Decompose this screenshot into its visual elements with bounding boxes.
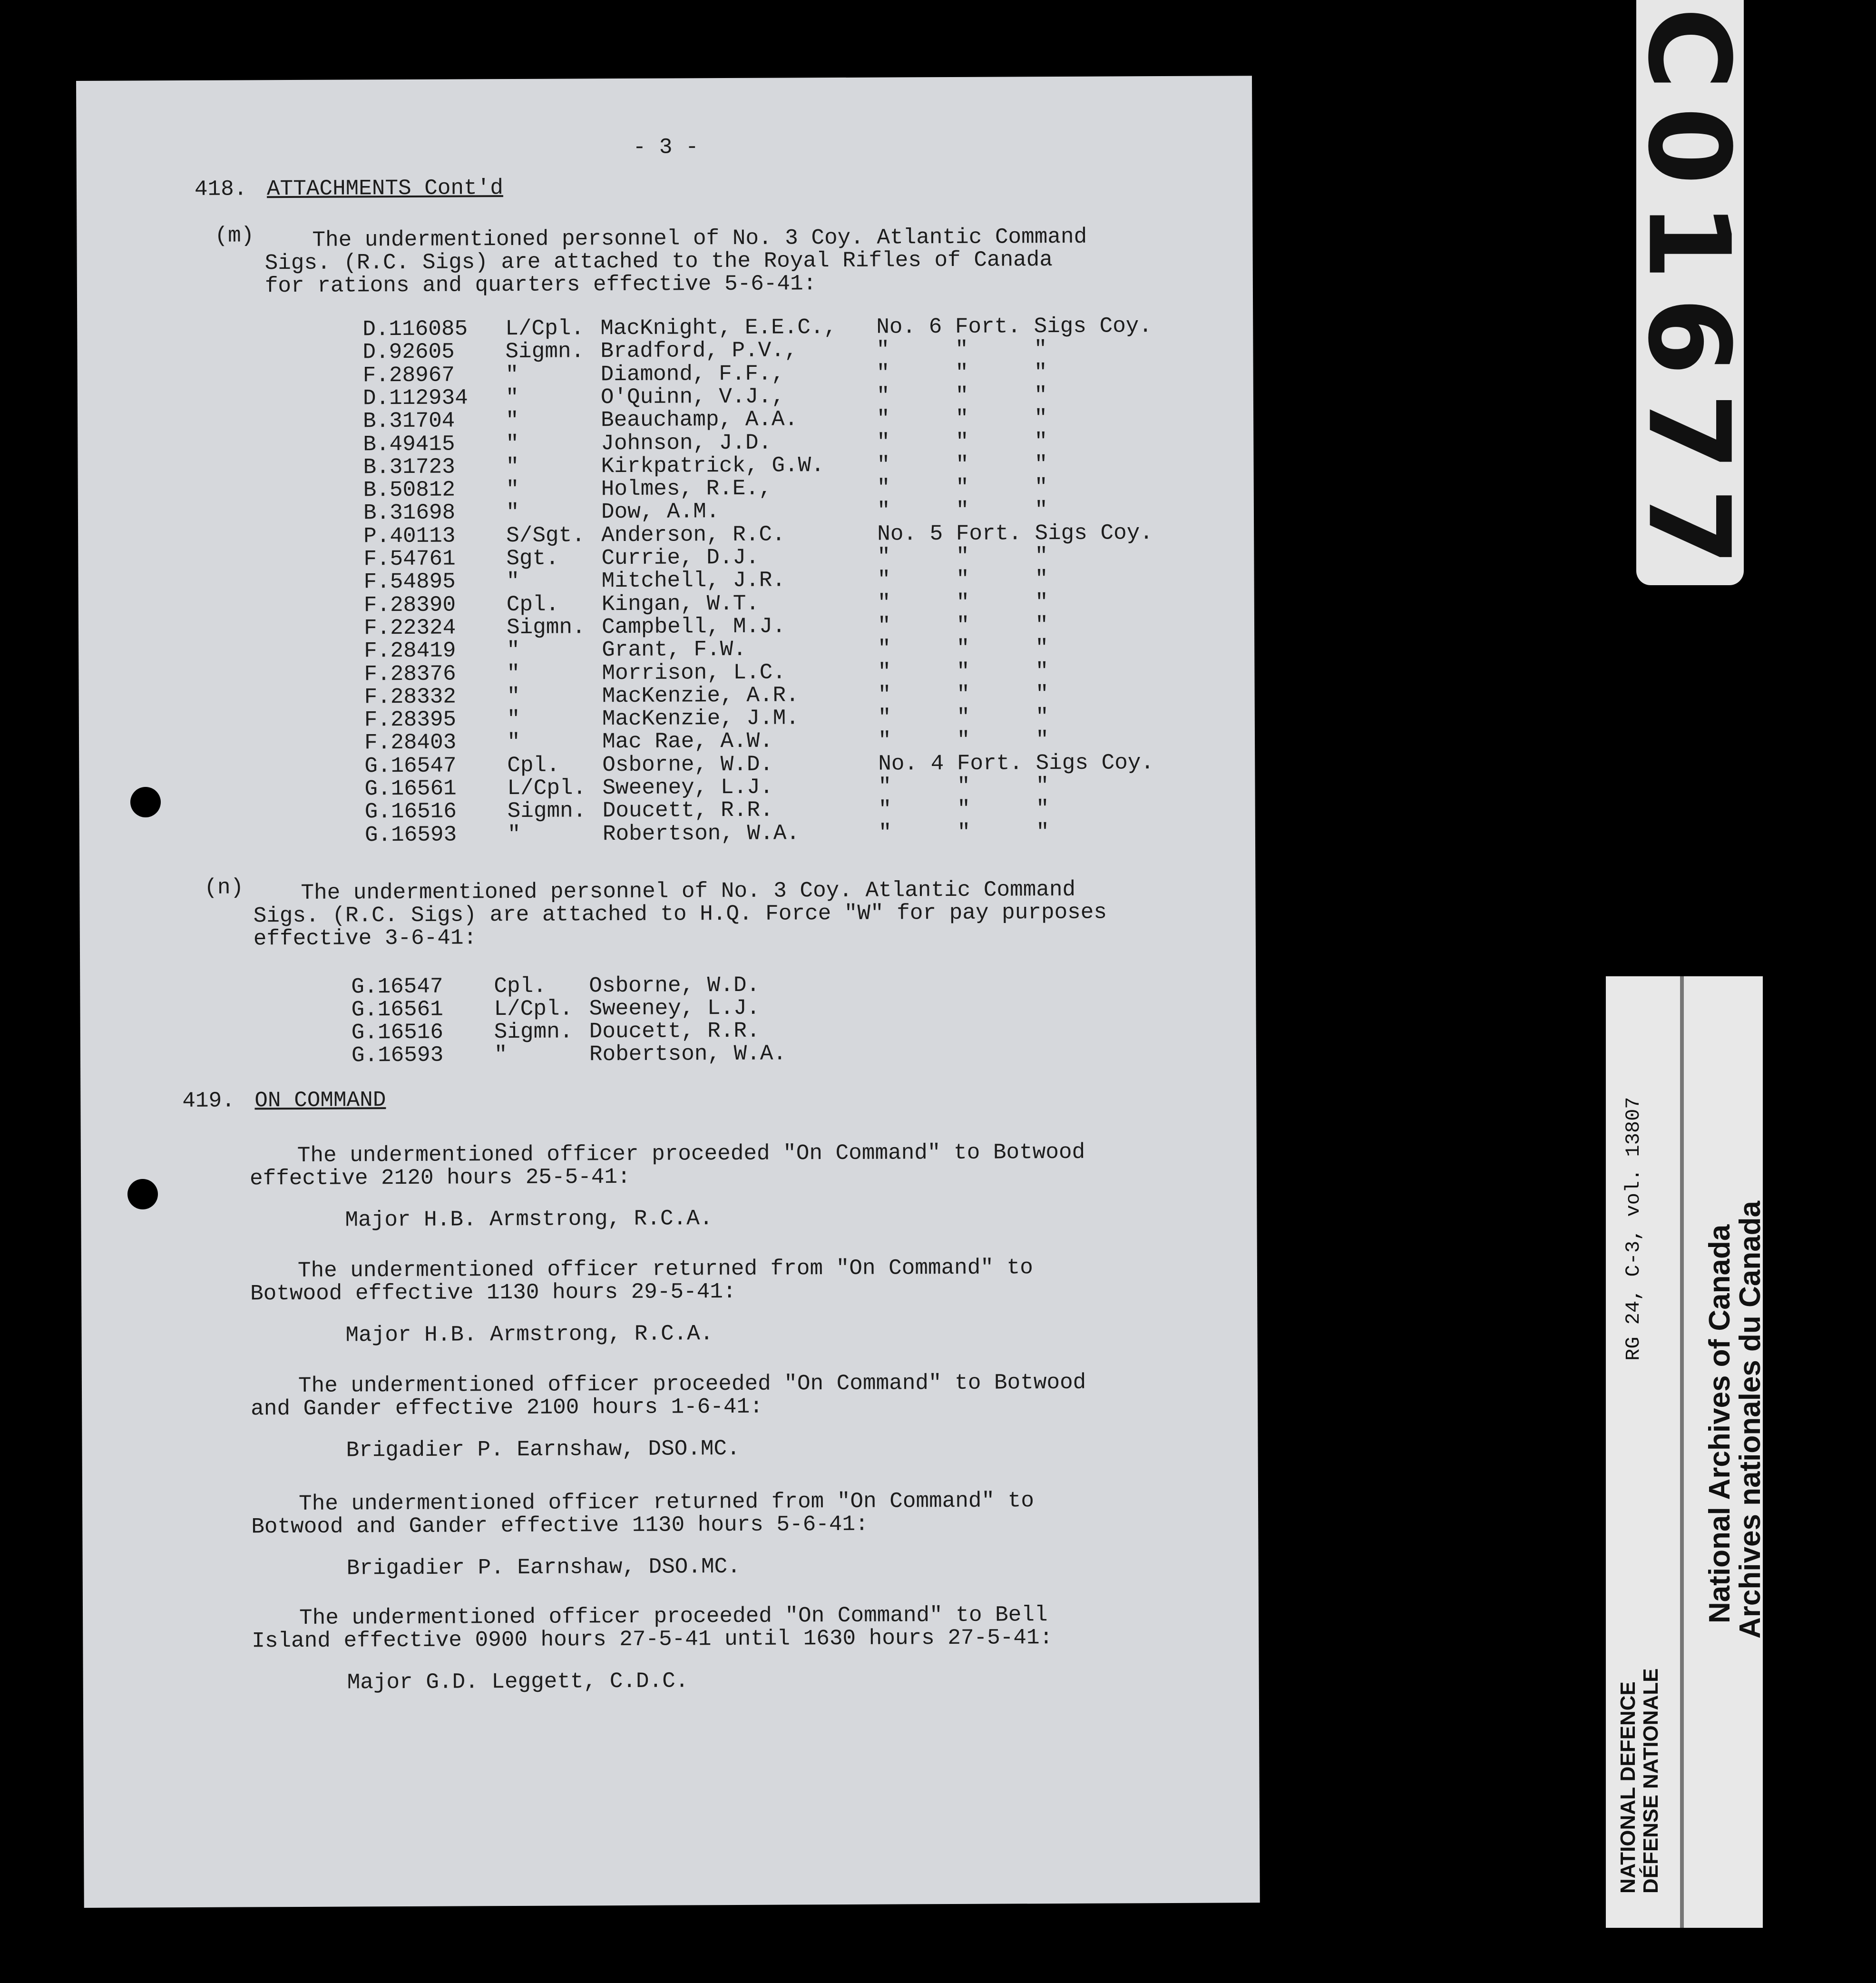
page-number: - 3 - [633,135,699,160]
person-name: Doucett, R.R. [602,797,773,824]
person-name: Beauchamp, A.A. [601,407,798,433]
rank: Cpl. [506,592,559,617]
rank: " [505,362,519,387]
service-number: F.54761 [363,546,456,572]
rank: Sigmn. [506,615,586,640]
person-name: Dow, A.M. [601,499,720,525]
frame-number-text-wrap [1623,7,1754,583]
unit: " " " [877,475,1048,501]
para-m-label: (m) [215,223,254,248]
para-m-line: for rations and quarters effective 5-6-41: [264,271,817,299]
frame-number: C01677 [1623,7,1754,583]
person-name: Diamond, F.F., [600,361,785,387]
rank: Sigmn. [507,798,586,824]
rank: L/Cpl. [505,316,585,342]
archive-name-en: National Archives of Canada [1703,1224,1736,1623]
officer-name: Major H.B. Armstrong, R.C.A. [345,1206,713,1233]
section-419-title: ON COMMAND [254,1088,386,1113]
service-number: F.28376 [364,661,456,687]
officer-name: Brigadier P. Earnshaw, DSO.MC. [346,1554,741,1581]
service-number: F.22324 [363,615,456,641]
command-text-line: Island effective 0900 hours 27-5-41 until 1630 hours 27-5-41: [252,1625,1053,1654]
unit: " " " [878,774,1049,799]
service-number: F.28967 [362,363,455,388]
unit: " " " [878,681,1049,707]
punch-hole [127,1179,158,1209]
unit: No. 6 Fort. Sigs Coy. [876,314,1153,340]
service-number: D.116085 [362,316,468,342]
rank: Sigmn. [505,339,585,364]
person-name: Holmes, R.E., [601,476,772,502]
unit: " " " [878,705,1049,730]
rank: " [507,707,520,732]
dept-name-fr: DÉFENSE NATIONALE [1639,1668,1662,1894]
unit: " " " [877,567,1048,592]
officer-name: Major G.D. Leggett, C.D.C. [347,1669,689,1695]
person-name: Mac Rae, A.W. [602,729,773,755]
service-number: F.28332 [364,684,457,710]
rank: " [506,454,519,479]
command-text-line: The undermentioned officer proceeded "On Command" to Bell [299,1602,1048,1630]
para-n-line: effective 3-6-41: [253,925,477,952]
service-number: G.16561 [364,776,457,802]
archive-reference: RG 24, C-3, vol. 13807 [1622,1097,1645,1361]
person-name: Sweeney, L.J. [589,995,760,1021]
unit: " " " [877,498,1048,524]
command-text-line: effective 2120 hours 25-5-41: [249,1164,631,1191]
rank: " [507,822,521,847]
service-number: B.50812 [363,477,456,503]
command-text-line: Botwood effective 1130 hours 29-5-41: [250,1279,736,1306]
rank: Cpl. [494,973,547,999]
person-name: Anderson, R.C. [601,522,785,548]
section-418-number: 418. [194,177,247,202]
command-text-line: and Gander effective 2100 hours 1-6-41: [251,1394,763,1422]
service-number: F.28395 [364,707,457,733]
rank: " [505,385,519,410]
unit: " " " [878,819,1049,845]
person-name: Mitchell, J.R. [601,568,786,594]
rank: " [507,661,520,686]
punch-hole [130,787,161,817]
unit: No. 4 Fort. Sigs Coy. [878,750,1154,776]
person-name: Grant, F.W. [602,637,746,663]
service-number: P.40113 [363,523,456,549]
person-name: Robertson, W.A. [589,1041,787,1067]
service-number: G.16516 [351,1020,444,1045]
service-number: B.31704 [363,408,455,434]
archive-name-fr: Archives nationales du Canada [1734,1201,1767,1639]
person-name: MacKenzie, A.R. [602,683,799,708]
para-m-line: The undermentioned personnel of No. 3 Coy. Atlantic Command [312,224,1087,253]
person-name: Doucett, R.R. [589,1018,760,1044]
dept-name-en: NATIONAL DEFENCE [1616,1681,1640,1894]
rank: Sgt. [506,546,559,571]
service-number: D.112934 [362,385,468,411]
command-text-line: Botwood and Gander effective 1130 hours 5-6-41: [251,1512,869,1540]
archive-label-divider [1680,976,1684,1928]
service-number: D.92605 [362,339,455,365]
person-name: Currie, D.J. [601,545,759,571]
unit: No. 5 Fort. Sigs Coy. [877,520,1153,547]
command-text-line: The undermentioned officer proceeded "On Command" to Botwood [297,1139,1085,1168]
service-number: G.16593 [351,1042,444,1068]
unit: " " " [877,589,1048,616]
rank: Sigmn. [494,1019,573,1045]
unit: " " " [878,796,1049,822]
command-text-line: The undermentioned officer proceeded "On Command" to Botwood [298,1370,1086,1398]
command-text-line: The undermentioned officer returned from "On Command" to [297,1255,1033,1283]
person-name: Morrison, L.C. [602,660,786,686]
service-number: B.49415 [363,432,455,457]
service-number: F.28390 [363,592,456,618]
service-number: F.28419 [364,638,456,664]
service-number: G.16516 [364,799,457,825]
unit: " " " [876,360,1047,386]
rank: Cpl. [507,753,560,778]
command-text-line: The undermentioned officer returned from "On Command" to [298,1488,1035,1516]
person-name: Johnson, J.D. [601,430,772,456]
para-n-line: Sigs. (R.C. Sigs) are attached to H.Q. Force "W" for pay purposes [253,900,1107,929]
person-name: Sweeney, L.J. [602,775,773,801]
service-number: B.31698 [363,500,456,526]
officer-name: Brigadier P. Earnshaw, DSO.MC. [346,1436,740,1463]
service-number: G.16547 [351,974,443,1000]
rank: " [506,569,520,594]
rank: S/Sgt. [506,523,585,548]
section-419-number: 419. [182,1088,235,1114]
person-name: O'Quinn, V.J., [600,384,785,410]
unit: " " " [878,658,1049,685]
person-name: MacKenzie, J.M. [602,706,800,732]
rank: " [506,477,519,502]
unit: " " " [876,337,1047,363]
unit: " " " [877,544,1048,569]
unit: " " " [878,636,1049,661]
para-n-label: (n) [204,875,244,900]
rank: L/Cpl. [494,996,573,1022]
service-number: F.28403 [364,730,457,756]
rank: " [507,684,520,709]
unit: " " " [877,406,1048,432]
service-number: G.16561 [351,997,443,1022]
service-number: B.31723 [363,454,455,480]
person-name: Osborne, W.D. [602,752,773,777]
person-name: Bradford, P.V., [600,338,798,364]
para-n-line: The undermentioned personnel of No. 3 Coy. Atlantic Command [301,877,1076,905]
unit: " " " [878,727,1049,754]
unit: " " " [876,383,1047,409]
rank: " [506,431,519,456]
service-number: G.16547 [364,753,457,779]
rank: L/Cpl. [507,776,586,801]
person-name: Campbell, M.J. [601,614,786,640]
rank: " [494,1042,508,1068]
document-page [76,76,1260,1908]
rank: " [507,638,520,663]
person-name: Kirkpatrick, G.W. [601,452,824,479]
rank: " [507,730,520,755]
section-418-title: ATTACHMENTS Cont'd [266,176,503,202]
service-number: G.16593 [364,822,457,847]
officer-name: Major H.B. Armstrong, R.C.A. [345,1321,713,1348]
rank: " [506,408,519,433]
person-name: Robertson, W.A. [602,820,800,846]
person-name: Kingan, W.T. [601,591,760,617]
person-name: MacKnight, E.E.C., [600,315,837,341]
unit: " " " [877,429,1048,455]
person-name: Osborne, W.D. [589,972,760,999]
para-m-line: Sigs. (R.C. Sigs) are attached to the Royal Rifles of Canada [264,247,1053,276]
rank: " [506,500,519,525]
service-number: F.54895 [363,569,456,595]
unit: " " " [877,612,1048,638]
unit: " " " [877,452,1048,478]
